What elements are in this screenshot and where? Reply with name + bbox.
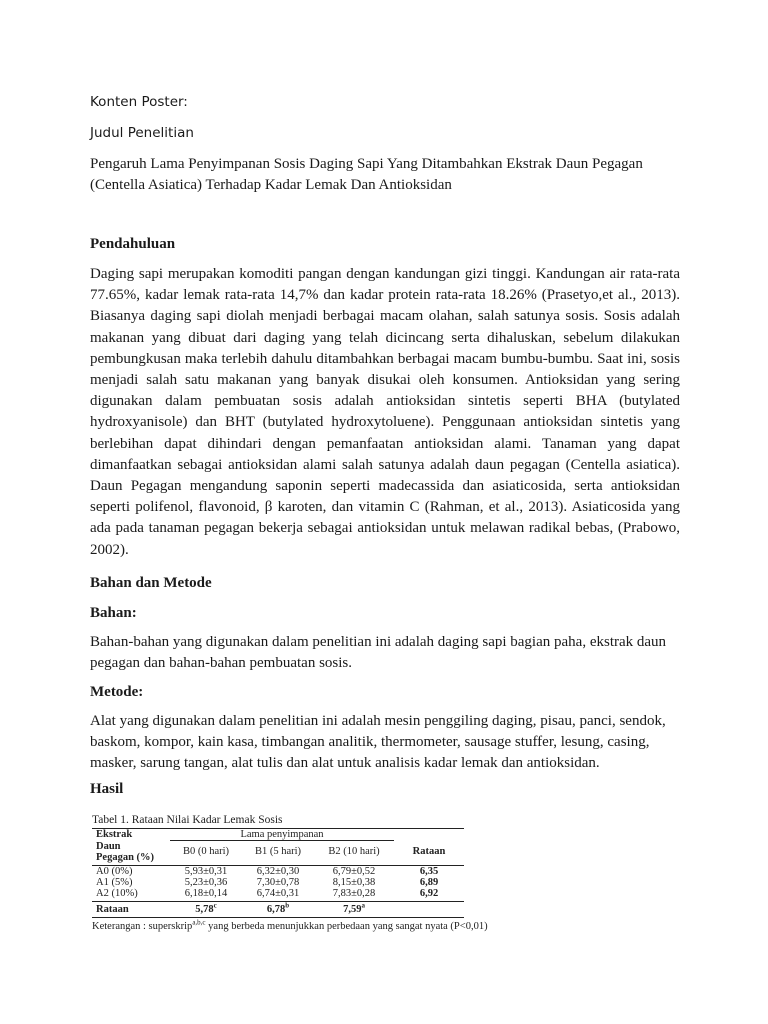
hasil-heading: Hasil	[90, 781, 124, 797]
research-title	[90, 154, 710, 196]
results-table-block	[92, 814, 488, 932]
footer-b0: 5,78$^c$	[170, 901, 242, 917]
bahan-heading: Bahan:	[90, 605, 137, 621]
cell-b0: 5,23±0,36	[184, 876, 228, 888]
konten-label: Konten Poster:	[90, 94, 188, 110]
header-b1: B1 (5 hari)	[254, 846, 302, 858]
row-label: A1 (5%)	[96, 876, 133, 888]
cell-b0: 6,18±0,14	[184, 887, 228, 899]
bahan-metode-heading: Bahan dan Metode	[90, 575, 212, 591]
title-line-2: (Centella Asiatica) Terhadap Kadar Lemak Dan Antioksidan	[90, 177, 452, 194]
cell-b2: 7,83±0,28	[332, 887, 376, 899]
table-caption: Tabel 1. Rataan Nilai Kadar Lemak Sosis	[92, 814, 283, 826]
table-row	[92, 865, 464, 877]
row-label: A0 (0%)	[96, 865, 133, 877]
footer-label: Rataan	[92, 901, 170, 917]
bahan-text: Bahan-bahan yang digunakan dalam penelitian ini adalah daging sapi bagian paha, ekstrak daun pegagan dan bahan-bahan pembuatan sosis.	[90, 634, 667, 672]
cell-b0: 5,93±0,31	[184, 865, 228, 877]
cell-rataan: 6,35	[419, 865, 439, 877]
table-footer-row	[92, 901, 464, 917]
pendahuluan-heading: Pendahuluan	[90, 236, 176, 252]
cell-b2: 6,79±0,52	[332, 865, 376, 877]
metode-heading: Metode:	[90, 684, 144, 700]
footer-b2: 7,59$^a$	[314, 901, 394, 917]
cell-b1: 6,74±0,31	[256, 887, 300, 899]
header-daun: Daun	[96, 840, 121, 852]
pendahuluan-text: Daging sapi merupakan komoditi pangan dengan kandungan gizi tinggi. Kandungan air rata-rata 77.65%, kadar lemak rata-rata 14,7% dan kadar protein rata-rata 18.26% (Prasetyo,et al., 2013). Biasanya daging sapi diolah menjadi berbagai macam olahan, salah satunya sosis. Sosis adalah makanan yang dibuat dari daging yang telah dicincang serta dihaluskan, sebelum dilakukan pembungkusan maka terlebih dahulu ditambahkan berbagai macam bumbu-bumbu. Saat ini, sosis menjadi salah satu makanan yang banyak disukai oleh konsumen. Antioksidan yang sering digunakan dalam pembuatan sosis adalah antioksidan sintetis seperti BHA (butylated hydroxyanisole) dan BHT (butylated hydroxytoluene). Penggunaan antioksidan sintetis yang berlebihan dapat dihindari dengan pemanfaatan antioksidan alami. Tanaman yang dapat dimanfaatkan sebagai antioksidan alami salah satunya adalah daun pegagan (Centella asiatica). Daun Pegagan mengandung saponin seperti madecassida dan asiaticosida, serta antioksidan seperti polifenol, flavonoid, β karoten, dan vitamin C (Rahman, et al., 2013). Asiaticosida yang ada pada tanaman pegagan bekerja sebagai antioksidan untuk melawan radikal bebas, (Prabowo, 2002).	[90, 266, 680, 558]
header-b0: B0 (0 hari)	[182, 846, 230, 858]
header-b2: B2 (10 hari)	[328, 846, 380, 858]
metode-text: Alat yang digunakan dalam penelitian ini adalah mesin penggiling daging, pisau, panci, sendok, baskom, kompor, kain kasa, timbangan analitik, thermometer, sausage stuffer, lesung, casing, masker, sarung tangan, alat tulis dan alat untuk analisis kadar lemak dan antioksidan.	[90, 713, 666, 772]
row-label: A2 (10%)	[96, 887, 138, 899]
header-lama-penyimpanan: Lama penyimpanan	[170, 829, 394, 841]
table-row	[92, 877, 464, 888]
cell-b1: 7,30±0,78	[256, 876, 300, 888]
header-pegagan: Pegagan (%)	[96, 851, 155, 863]
title-line-1: Pengaruh Lama Penyimpanan Sosis Daging Sapi Yang Ditambahkan Ekstrak Daun Pegagan	[90, 156, 643, 172]
footer-b1: 6,78$^b$	[242, 901, 314, 917]
table-note: Keterangan : superskrip$^{a,b,c}$ yang berbeda menunjukkan perbedaan yang sangat nyata (P<0,01)	[92, 918, 488, 932]
judul-label: Judul Penelitian	[90, 125, 194, 141]
cell-rataan: 6,89	[419, 876, 439, 888]
fat-content-table	[92, 828, 464, 918]
header-rataan: Rataan	[412, 846, 446, 857]
cell-b2: 8,15±0,38	[332, 876, 376, 888]
cell-rataan: 6,92	[419, 887, 439, 899]
table-row	[92, 888, 464, 899]
header-ekstrak: Ekstrak	[92, 829, 170, 841]
cell-b1: 6,32±0,30	[256, 865, 300, 877]
